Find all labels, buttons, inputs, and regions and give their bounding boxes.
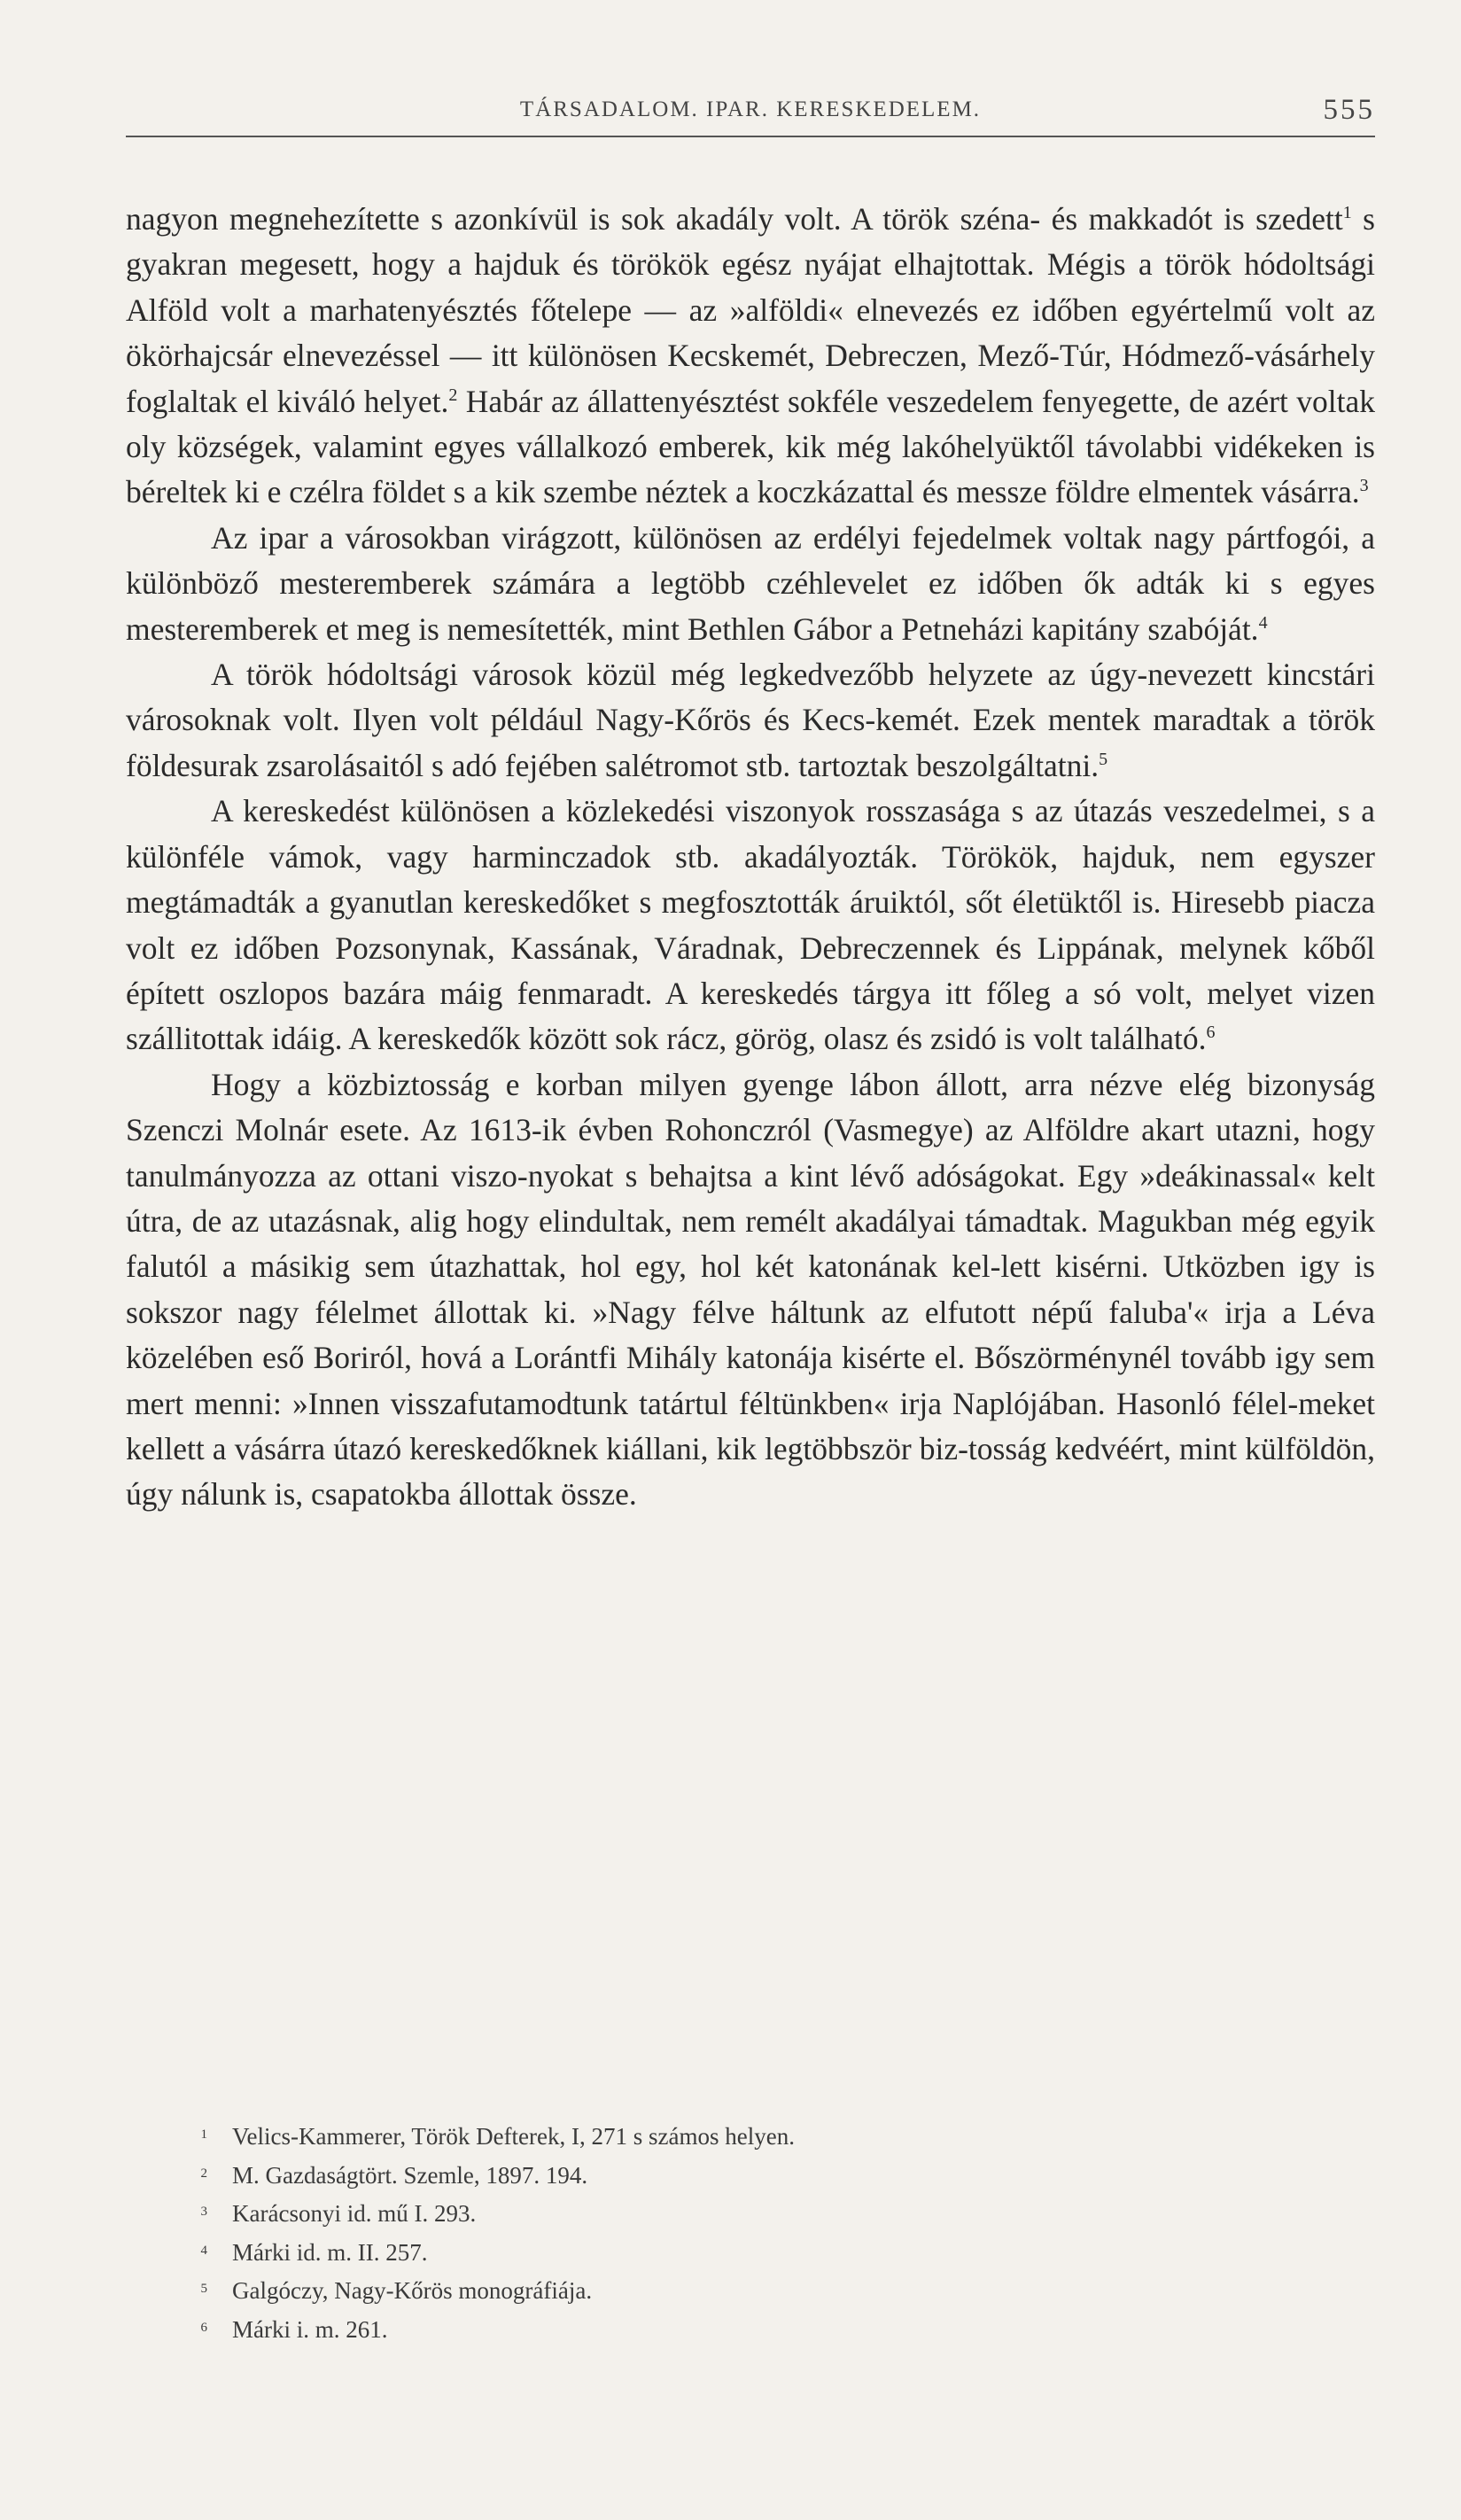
footnote — [126, 2234, 1375, 2273]
footnote-text: Márki id. m. II. 257. — [232, 2238, 428, 2266]
footnote-ref-6: 6 — [1206, 1023, 1216, 1043]
paragraph-5: Hogy a közbiztosság e korban milyen gyenge lábon állott, arra nézve elég bizonyság Szenczi Molnár esete. Az 1613-ik évben Rohonczról (Vasmegye) az Alföldre akart utazni, hogy tanulmányozza az ottani viszo-nyokat s behajtsa a kint lévő adóságokat. Egy »deákinassal« kelt útra, de az utazásnak, alig hogy elindultak, nem remélt akadályai támadtak. Magukban még egyik falutól a másikig sem útazhattak, hol egy, hol két katonának kel-lett kisérni. Utközben igy is sokszor nagy félelmet állottak ki. »Nagy félve háltunk az elfutott népű faluba'« irja a Léva közelében eső Boriról, hová a Lorántfi Mihály katonája kisérte el. Bőszörménynél tovább igy sem mert menni: »Innen visszafutamodtunk tatártul féltünkben« irja Naplójában. Hasonló félel-meket kellett a vásárra útazó kereskedőknek kiállani, kik legtöbbször biz-tosság kedvéért, mint külföldön, úgy nálunk is, csapatokba állottak össze. — [126, 1066, 1375, 1513]
footnote-text: Galgóczy, Nagy-Kőrös monográfiája. — [232, 2277, 593, 2304]
footnote-ref-5: 5 — [1099, 750, 1108, 770]
footnote-mark: 5 — [200, 2282, 207, 2296]
footnote — [126, 2195, 1375, 2234]
footnote-mark: 3 — [200, 2205, 207, 2219]
paragraph-1: nagyon megnehezítette s azonkívül is sok akadály volt. A török széna- és makkadót is szedett$^1$ s gyakran megesett, hogy a hajduk és törökök egész nyájat elhajtottak. Mégis a török hódoltsági Alföld volt a marhatenyésztés főtelepe — az »alföldi« elnevezés ez időben egyértelmű volt az ökörhajcsár elnevezéssel — itt különösen Kecskemét, Debreczen, Mező-Túr, Hódmező-vásárhely foglaltak el kiváló helyet.$^2$ Habár az állattenyésztést sokféle veszedelem fenyegette, de azért voltak oly községek, valamint egyes vállalkozó emberek, kik még lakóhelyüktől távolabbi vidékeken is béreltek ki e czélra földet s a kik szembe néztek a koczkázattal és messze földre elmentek vásárra.$^3$ — [126, 201, 1375, 510]
footnote-ref-4: 4 — [1258, 612, 1268, 633]
footnote-mark: 2 — [200, 2166, 207, 2181]
page-number: 555 — [1323, 94, 1375, 126]
paragraph-2: Az ipar a városokban virágzott, különösen az erdélyi fejedelmek voltak nagy pártfogói, a különböző mesteremberek számára a legtöbb czéhlevelet ez időben ők adták ki s egyes mesteremberek et meg is nemesítették, mint Bethlen Gábor a Petneházi kapitány szabóját.$^4$ — [126, 519, 1375, 647]
page-header — [126, 94, 1375, 136]
footnote-mark: 1 — [200, 2127, 207, 2142]
footnote — [126, 2311, 1375, 2350]
footnote — [126, 2157, 1375, 2196]
footnote-mark: 4 — [200, 2243, 207, 2258]
footnote-text: Karácsonyi id. mű I. 293. — [232, 2200, 477, 2227]
footnote-ref-3: 3 — [1359, 476, 1369, 496]
paragraph-4: A kereskedést különösen a közlekedési viszonyok rosszasága s az útazás veszedelmei, s a különféle vámok, vagy harminczadok stb. akadályozták. Törökök, hajduk, nem egyszer megtámadták a gyanutlan kereskedőket s megfosztották áruiktól, sőt életüktől is. Hiresebb piacza volt ez időben Pozsonynak, Kassának, Váradnak, Debreczennek és Lippának, melynek kőből épített oszlopos bazára máig fenmaradt. A kereskedés tárgya itt főleg a só volt, melyet vizen szállitottak idáig. A kereskedők között sok rácz, görög, olasz és zsidó is volt található.$^6$ — [126, 793, 1375, 1057]
footnotes — [126, 2118, 1375, 2349]
footnote-text: Velics-Kammerer, Török Defterek, I, 271 s számos helyen. — [232, 2123, 795, 2150]
header-rule — [126, 136, 1375, 137]
footnote-text: M. Gazdaságtört. Szemle, 1897. 194. — [232, 2161, 588, 2189]
footnote-ref-1: 1 — [1342, 203, 1352, 223]
footnote — [126, 2118, 1375, 2157]
footnote — [126, 2272, 1375, 2311]
footnote-ref-2: 2 — [448, 385, 458, 405]
running-head: TÁRSADALOM. IPAR. KERESKEDELEM. — [519, 97, 982, 121]
paragraph-3: A török hódoltsági városok közül még legkedvezőbb helyzete az úgy-nevezett kincstári városoknak volt. Ilyen volt például Nagy-Kőrös és Kecs-kemét. Ezek mentek maradtak a török földesurak zsarolásaitól s adó fejében salétromot stb. tartoztak beszolgáltatni.$^5$ — [126, 657, 1375, 783]
footnote-mark: 6 — [200, 2320, 207, 2335]
footnote-text: Márki i. m. 261. — [232, 2315, 388, 2343]
body-text — [126, 197, 1375, 1518]
